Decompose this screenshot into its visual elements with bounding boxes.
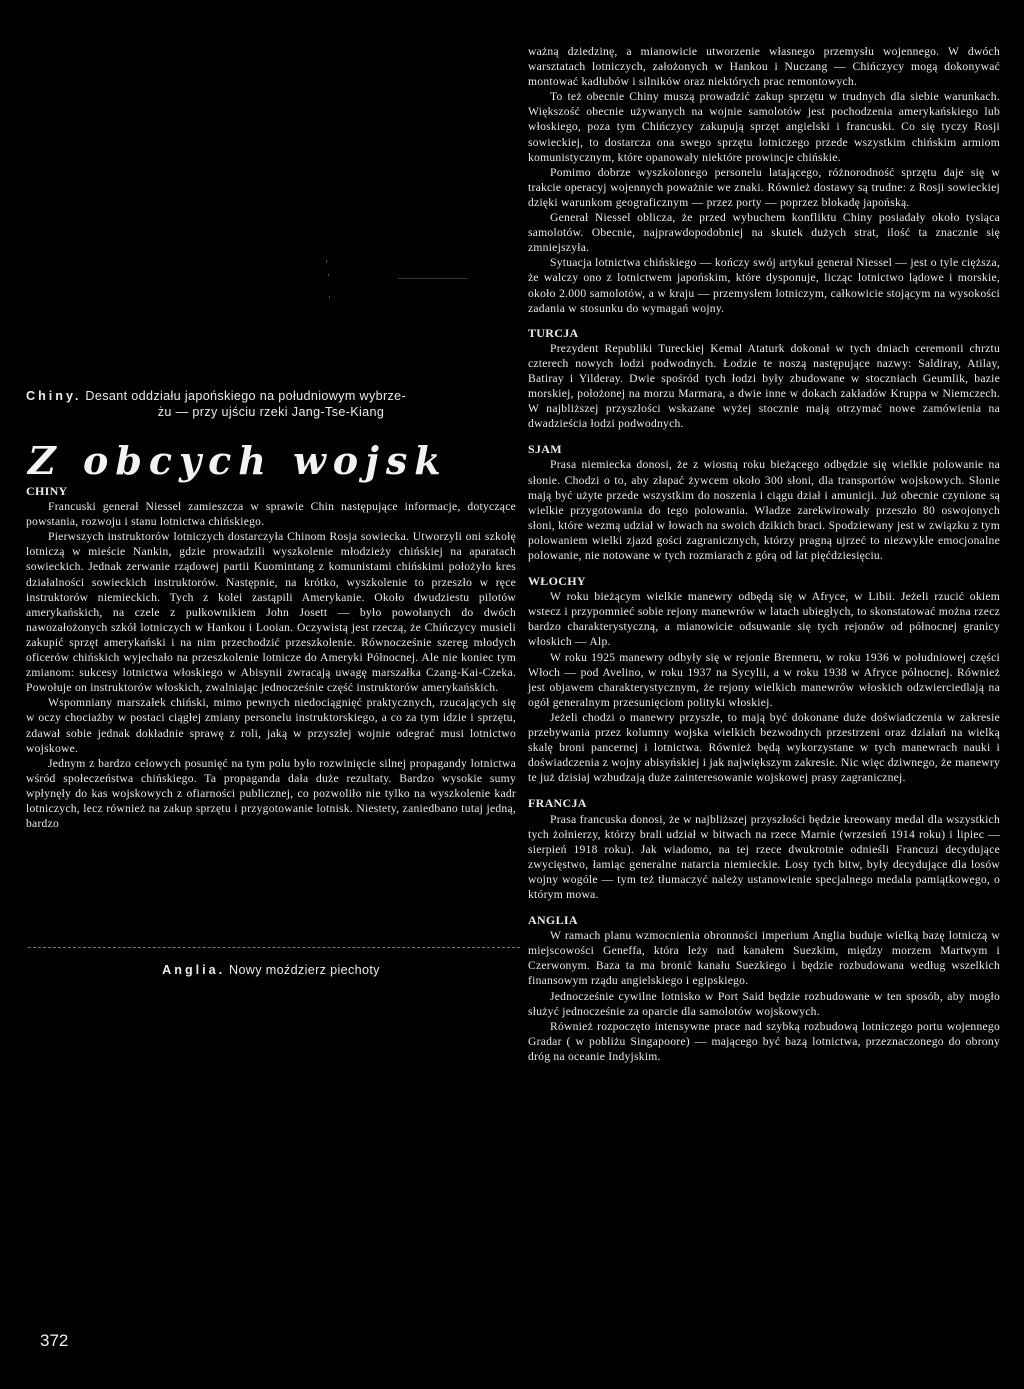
section-heading-italy: WŁOCHY (528, 574, 586, 589)
paragraph: ważną dziedzinę, a mianowicie utworzenie własnego przemysłu wojennego. W dwóch warsztatach lotniczych, założonych w Hankou i Nuczang — Chińczycy mogą dokonywać montować kadłubów i silników oraz niektórych prac remontowych. (528, 45, 1000, 89)
section-heading-france: FRANCJA (528, 796, 587, 811)
paragraph: Jednocześnie cywilne lotnisko w Port Said będzie rozbudowane w ten sposób, aby mogło służyć jednocześnie za oparcie dla samolotów wojskowych. (528, 989, 1000, 1018)
banner-title: Z obcych wojsk (28, 438, 448, 483)
page-number: 372 (40, 1331, 69, 1350)
divider-rule (28, 947, 520, 948)
right-column (528, 44, 1000, 1064)
caption-text-line2: żu — przy ujściu rzeki Jang-Tse-Kiang (157, 405, 385, 419)
paragraph: Sytuacja lotnictwa chińskiego — kończy swój artykuł generał Niessel — jest o tyle cięższa, że walczy ono z lotnictwem japońskim, które dysponuje, licząc lotnictwo lądowe i morskie, około 2.000 samolotów, a w kraju — przemysłem lotniczym, całkowicie stojącym na wysokości zadania w stosunku do wymagań wojny. (528, 256, 1000, 315)
paragraph: Prasa niemiecka donosi, że z wiosną roku bieżącego odbędzie się wielkie polowanie na słonie. Chodzi o to, aby złapać żywcem około 300 słoni, dla transportów wojskowych. Słonie mają być użyte przede wszystkim do noszenia i ciągu dział i amunicji. Już obecnie czynione są wielkie przygotowania do tego polowania. Władze zarekwirowały przeszło 80 oswojonych słoni, które wezmą udział w łowach na swoich dzikich braci. Spodziewany jest w związku z tym polowaniem wielki zjazd gości zagranicznych, którzy pragną ujrzeć to niezwykłe emocjonalne polowanie, nie notowane w tych rozmiarach z górą od lat pięćdziesięciu. (528, 458, 1000, 562)
paragraph: Również rozpoczęto intensywne prace nad szybką rozbudową lotniczego portu wojennego Gradar ( w pobliżu Singapoore) — mającego być bazą lotnictwa, przeznaczonego do obrony dróg na oceanie Indyjskim. (528, 1019, 1000, 1063)
section-heading-siam: SJAM (528, 442, 562, 457)
paragraph: Francuski generał Niessel zamieszcza w sprawie Chin następujące informacje, dotyczące powstania, rozwoju i stanu lotnictwa chińskiego. (26, 500, 516, 529)
caption-text-line1: Desant oddziału japońskiego na południowym wybrze- (85, 389, 407, 403)
paragraph: Prezydent Republiki Tureckiej Kemal Ataturk dokonał w tych dniach ceremonii chrztu czterech nowych łodzi podwodnych. Łodzie te noszą następujące nazwy: Saldiray, Atilay, Batiray i Yilderay. Dwie spośród tych łodzi były zbudowane w stoczniach Geumlik, bazie morskiej, położonej na morzu Marmara, a dwie inne w dokach zakładów Kruppa w Niemczech. W najbliższej przyszłości wskazane wyżej stocznie mają otrzymać nowe zamówienia na dwadzieścia łodzi podwodnych. (528, 341, 1000, 431)
paragraph: Jeżeli chodzi o manewry przyszłe, to mają być dokonane duże doświadczenia w zakresie przebywania przez kolumny wojska wielkich bezwodnych przestrzeni oraz działań na wielką skalę broni pancernej i lotnictwa. Również będą wykorzystane w tych manewrach nauki i doświadczenia z wojny abisyńskiej i jak największym zakresie. Nic więc dziwnego, że manewry te już dzisiaj wzbudzają duże zainteresowanie wojskowej prasy zagranicznej. (528, 710, 1000, 785)
caption-country-label: Anglia. (162, 963, 226, 977)
caption-text: Nowy moździerz piechoty (229, 963, 380, 977)
section-heading-england: ANGLIA (528, 913, 578, 928)
section-heading-china: CHINY (26, 484, 68, 498)
paragraph: Pierwszych instruktorów lotniczych dostarczyła Chinom Rosja sowiecka. Utworzyli oni szkołę lotniczą w mieście Nankin, gdzie prowadzili wyszkolenie młodzieży chińskiej na aparatach sowieckich. Jednak zerwanie rządowej partii Kuomintang z komunistami chińskimi położyło kres działalności sowieckich instruktorów. Następnie, na krótko, wyszkolenie to przeszło w ręce instruktorów niemieckich. Tych z kolei zastąpili Amerykanie. Około dwudziestu pilotów amerykańskich, na czele z pułkownikiem John Josett — było powołanych do dwóch nawozałożonych szkół lotniczych w Hankou i Looian. Oczywistą jest rzeczą, że Chińczycy musieli zakupić sprzęt amerykański i na nim przechodzić przeszkolenie. Równocześnie szereg młodych oficerów chińskich wyjechało na przeszkolenie lotnicze do Ameryki Północnej. Ale nie koniec tym zmianom: sukcesy lotnictwa włoskiego w Abisynii zwracają uwagę marszałka Czang-Kai-Czeka. Powołuje on instruktorów włoskich, zwalniając jednocześnie część instruktorów amerykańskich. (26, 530, 516, 695)
caption-country-label: Chiny. (26, 389, 82, 403)
paragraph: To też obecnie Chiny muszą prowadzić zakup sprzętu w trudnych dla siebie warunkach. Większość obecnie używanych na wojnie samolotów jest pochodzenia amerykańskiego lub włoskiego, poza tym Chińczycy zakupują sprzęt angielski i francuski. Co się tyczy Rosji sowieckiej, to dostarcza ona swego sprzętu lotniczego przede wszystkim chińskim armiom komunistycznym, które opanowały niektóre prowincje chińskie. (528, 90, 1000, 164)
paragraph: W roku bieżącym wielkie manewry odbędą się w Afryce, w Libii. Jeżeli rzucić okiem wstecz i przypomnieć sobie rejony manewrów w latach ubiegłych, to skonstatować można rzecz bardzo charakterystyczną, a mianowicie odsuwanie się tych rejonów od północnej granicy włoskich — Alp. (528, 590, 1000, 649)
paragraph: W ramach planu wzmocnienia obronności imperium Anglia buduje wielką bazę lotniczą w miejscowości Geneffa, która leży nad kanałem Suezkim, między morzem Martwym i Czerwonym. Baza ta ma bronić kanału Suezkiego i będzie rozbudowana według wszelkich finansowym rządu angielskiego i egipskiego. (528, 929, 1000, 988)
paragraph: Pomimo dobrze wyszkolonego personelu latającego, różnorodność sprzętu daje się w trakcie operacyj wojennych poważnie we znaki. Również dostawy są trudne: z Rosji sowieckiej dzięki warunkom geograficznym — przez porty — poprzez blokadę japońską. (528, 165, 1000, 209)
photo-caption-england (26, 962, 516, 978)
photo-caption-china (26, 388, 516, 420)
left-column (26, 388, 516, 831)
paragraph: Wspomniany marszałek chiński, mimo pewnych niedociągnięć praktycznych, rzucających się w oczy chociażby w postaci ciągłej zmiany personelu instruktorskiego, a co za tym idzie i sprzętu, zdawał sobie jednak dokładnie sprawę z roli, jaką w przyszłej wojnie odegrać musi lotnictwo wojskowe. (26, 696, 516, 755)
paragraph: Jednym z bardzo celowych posunięć na tym polu było rozwinięcie silnej propagandy lotnictwa wśród społeczeństwa chińskiego. Ta propaganda dała duże rezultaty. Bardzo wysokie sumy wpłynęły do kas wojskowych z ofiarności publicznej, co pozwoliło nie tylko na wyszkolenie kadr lotniczych, lecz również na zakup sprzętu i przygotowanie lotnisk. Niestety, zaniedbano tutaj jedną, bardzo (26, 756, 516, 831)
photo-china-landing (26, 60, 516, 370)
photo-speck (329, 296, 330, 298)
photo-speck (398, 278, 468, 279)
paragraph: Prasa francuska donosi, że w najbliższej przyszłości będzie kreowany medal dla wszystkich tych żołnierzy, którzy brali udział w bitwach na rzece Marnie (wrzesień 1914 roku) i lipiec — sierpień 1918 roku). Jak wiadomo, na tej rzece dwukrotnie odnieśli Francuzi decydujące zwycięstwo, łamiąc generalne natarcia niemieckie. Losy tych bitw, były decydujące dla losów wojny wogóle — tym też tłumaczyć należy ustanowienie specjalnego medala pamiątkowego, o którym mowa. (528, 812, 1000, 901)
photo-speck (326, 260, 327, 263)
photo-speck (328, 274, 329, 276)
section-heading-turkey: TURCJA (528, 325, 579, 340)
paragraph: W roku 1925 manewry odbyły się w rejonie Brenneru, w roku 1936 w południowej części Włoch — pod Avelino, w roku 1937 na Sycylii, a w roku 1938 w Afryce północnej. Również jest objawem charakterystycznym, że rejony wielkich manewrów włoskich odzwierciedlają na ogół generalnym przesunięciom polityki włoskiej. (528, 650, 1000, 709)
paragraph: Generał Niessel oblicza, że przed wybuchem konfliktu Chiny posiadały około tysiąca samolotów. Obecnie, najprawdopodobniej na skutek dużych strat, ilość ta znacznie się zmniejszyła. (528, 211, 1000, 255)
